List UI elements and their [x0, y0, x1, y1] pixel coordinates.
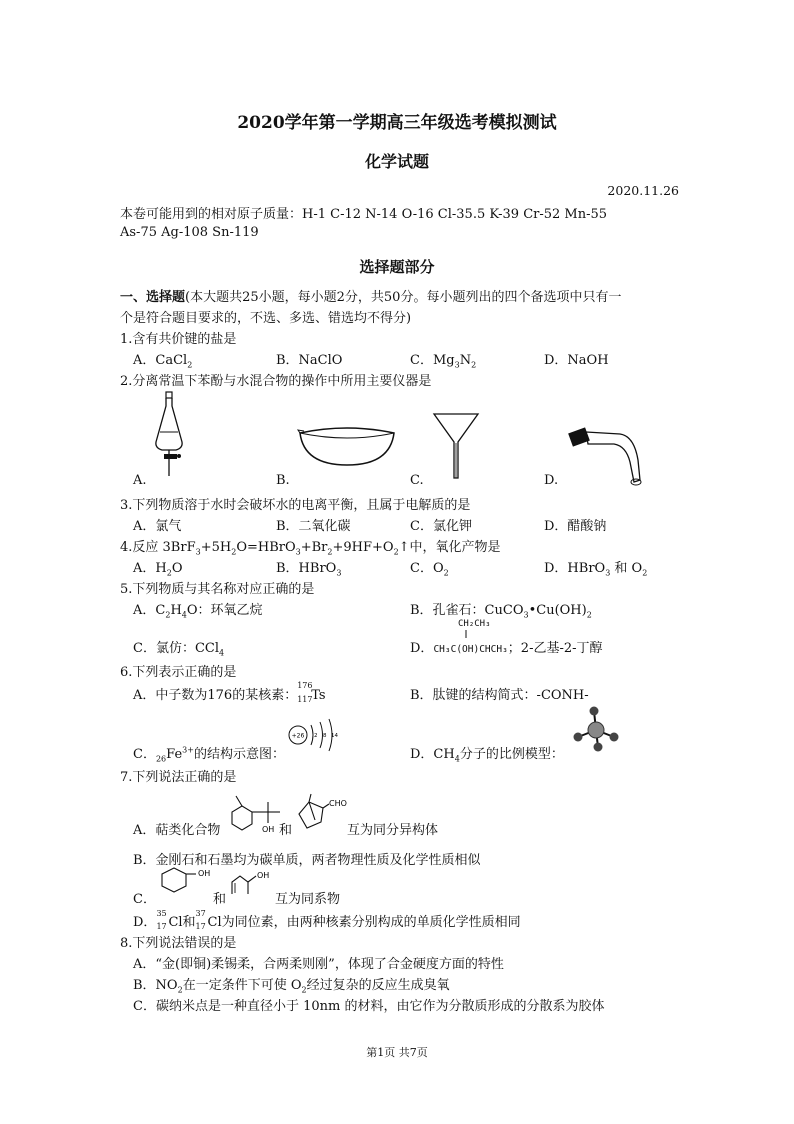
q3-stem: 3.下列物质溶于水时会破坏水的电离平衡，且属于电解质的是: [120, 498, 471, 513]
q5-d-formula-branch: CH₂CH₃: [458, 619, 491, 629]
instruction-line-2: 个是符合题目要求的，不选、多选、错选均不得分): [120, 311, 412, 326]
q7-stem: 7.下列说法正确的是: [120, 770, 237, 785]
atomic-mass-line-1: 本卷可能用到的相对原子质量：H-1 C-12 N-14 O-16 Cl-35.5 K-39 Cr-52 Mn-55: [120, 207, 608, 222]
exam-date: 2020.11.26: [607, 183, 679, 198]
svg-text:14: 14: [331, 733, 338, 739]
q6-option-c: C．$_{26}Fe^{3+}$的结构示意图：: [133, 745, 285, 764]
svg-text:+26: +26: [291, 732, 305, 740]
q7-option-c: C．: [133, 892, 156, 907]
terpene-aromatic-structure: [228, 792, 286, 836]
q5-option-a: A．$C_2H_4O$：环氧乙烷: [133, 603, 263, 620]
q1-option-a: A．CaCl$_2$: [133, 353, 193, 370]
q2-option-d: D.: [544, 473, 559, 488]
q4-option-c: C．$O_2$: [410, 561, 449, 578]
fe-ion-structure-diagram: [287, 718, 343, 762]
alkenol-structure: [228, 866, 274, 898]
phenol-structure: [156, 864, 212, 898]
atomic-mass-line-2: As-75 Ag-108 Sn-119: [120, 225, 259, 240]
q3-option-b: B．二氧化碳: [276, 519, 351, 534]
q8-option-b: B．$NO_2$在一定条件下可使 $O_2$经过复杂的反应生成臭氧: [133, 978, 450, 995]
q4-option-a: A．$H_2O$: [133, 561, 183, 578]
q7-c-oh1-label: OH: [198, 869, 211, 878]
q5-stem: 5.下列物质与其名称对应正确的是: [120, 582, 315, 597]
q7-option-d: D． 35 17 Cl和 37 17 Cl为同位素，由两种核素分别构成的单质化学性质相同: [133, 909, 521, 931]
q5-d-formula: CH₃C(OH)CHCH₃: [433, 644, 508, 655]
q7-a-and: 和: [279, 823, 293, 838]
q7-c-post: 互为同系物: [275, 892, 341, 907]
q7-c-oh2-label: OH: [257, 871, 270, 880]
q6-option-d: D．$CH_4$分子的比例模型：: [410, 747, 564, 764]
q6-stem: 6.下列表示正确的是: [120, 665, 237, 680]
q7-option-b: B．金刚石和石墨均为碳单质，两者物理性质及化学性质相似: [133, 853, 481, 868]
instruction-rest: (本大题共25小题，每小题2分，共50分。每小题列出的四个备选项中只有一: [185, 290, 622, 305]
q2-option-b: B.: [276, 473, 290, 488]
q6-option-a: A．中子数为176的某核素： 176 117 Ts: [133, 681, 326, 704]
q7-a-post: 互为同分异构体: [347, 823, 439, 838]
methane-model-image: [572, 706, 620, 752]
funnel-image: [433, 412, 479, 480]
q7-c-and: 和: [213, 892, 227, 907]
page-footer: 第1页 共7页: [366, 1046, 428, 1059]
instruction-head: 一、选择题: [120, 290, 186, 305]
condenser-image: [568, 420, 648, 490]
q3-option-d: D．醋酸钠: [544, 519, 607, 534]
q2-stem: 2.分离常温下苯酚与水混合物的操作中所用主要仪器是: [120, 374, 432, 389]
exam-title: 2020学年第一学期高三年级选考模拟测试: [237, 113, 557, 133]
q1-stem: 1.含有共价键的盐是: [120, 332, 237, 347]
q7-a-oh-label: OH: [262, 825, 275, 834]
svg-text:2: 2: [314, 733, 318, 739]
q1-option-c: C．$Mg_3N_2$: [410, 353, 477, 370]
q4-option-d: D．HBrO$_3$ 和 $O_2$: [544, 561, 648, 578]
evaporating-dish-image: [298, 425, 396, 467]
terpene-bicyclic-structure: [293, 792, 353, 836]
q1-option-b: B．NaClO: [276, 353, 343, 368]
q3-option-c: C．氯化钾: [410, 519, 472, 534]
q8-option-c: C．碳纳米点是一种直径小于 10nm 的材料，由它作为分散质形成的分散系为胶体: [133, 999, 605, 1014]
q5-option-d: D．CH₃C(OH)CHCH₃；2-乙基-2-丁醇: [410, 641, 603, 656]
q5-option-b: B．孔雀石：$CuCO_3•Cu(OH)_2$: [410, 603, 592, 620]
q5-d-branch-bond: [464, 630, 468, 638]
q4-stem: 4.反应 $3BrF_3+5H_2O=HBrO_3+Br_2+9HF+O_2↑$中，氧化产物是: [120, 540, 501, 557]
q3-option-a: A．氯气: [133, 519, 182, 534]
instruction-line-1: [120, 286, 621, 305]
separatory-funnel-image: [150, 392, 190, 477]
q7-a-cho-label: CHO: [329, 799, 347, 808]
q8-stem: 8.下列说法错误的是: [120, 936, 237, 951]
q1-option-d: D．NaOH: [544, 353, 609, 368]
q4-option-b: B．HBrO$_3$: [276, 561, 342, 578]
svg-text:8: 8: [323, 733, 327, 739]
section-title: 选择题部分: [359, 258, 435, 276]
exam-subtitle: 化学试题: [364, 152, 429, 171]
q6-option-b: B．肽键的结构简式：-CONH-: [410, 688, 589, 703]
q2-option-a: A.: [133, 473, 147, 488]
q8-option-a: A．“金(即铜)柔锡柔，合两柔则刚”，体现了合金硬度方面的特性: [133, 957, 504, 972]
q5-option-c: C．氯仿：CCl$_4$: [133, 641, 225, 658]
q7-option-a: A．萜类化合物: [133, 823, 221, 838]
q2-option-c: C.: [410, 473, 424, 488]
